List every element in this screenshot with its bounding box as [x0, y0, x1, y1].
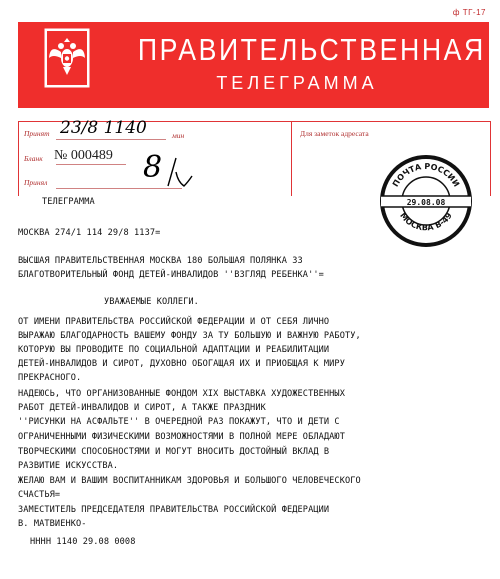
blank-label: Бланк — [24, 154, 43, 163]
message-line: КОТОРУЮ ВЫ ПРОВОДИТЕ ПО СОЦИАЛЬНОЙ АДАПТАЦИИ И РЕАБИЛИТАЦИИ — [18, 345, 330, 355]
message-line: РАБОТ ДЕТЕЙ-ИНВАЛИДОВ И СИРОТ, А ТАКЖЕ ПРАЗДНИК — [18, 403, 266, 413]
telegram-type: ТЕЛЕГРАММА — [42, 197, 95, 207]
postmark-top-text: ПОЧТА РОССИИ — [390, 161, 462, 189]
blank-underline — [56, 164, 126, 165]
svg-text:МОСКВА В-49 — [398, 211, 454, 233]
received-label: Принят — [24, 129, 50, 138]
received-handwritten: 23/8 1140 — [60, 118, 147, 138]
message-line: ''РИСУНКИ НА АСФАЛЬТЕ'' В ОЧЕРЕДНОЙ РАЗ ПОКАЖУТ, ЧТО И ДЕТИ С — [18, 417, 340, 427]
message-line: ДЕТЕЙ-ИНВАЛИДОВ И СИРОТ, ДУХОВНО ОБОГАЩАЯ ИХ И ПРИОБЩАЯ К МИРУ — [18, 359, 345, 369]
signature-name-line: В. МАТВИЕНКО- — [18, 519, 87, 529]
blank-number: № 000489 — [54, 148, 113, 163]
telegram-title: ПРАВИТЕЛЬСТВЕННАЯ — [137, 32, 486, 67]
accepted-handwritten: 8 — [143, 150, 163, 185]
message-line: ПРЕКРАСНОГО. — [18, 373, 82, 383]
telegram-service-line: МОСКВА 274/1 114 29/8 1137= — [18, 228, 161, 238]
telegram-footer: НННН 1140 29.08 0008 — [30, 537, 136, 547]
message-line: СЧАСТЬЯ= — [18, 490, 61, 500]
message-line: ОГРАНИЧЕННЫМИ ФИЗИЧЕСКИМИ ВОЗМОЖНОСТЯМИ В ПОЛНОЙ МЕРЕ ОБЛАДАЮТ — [18, 432, 345, 442]
postmark-stamp-icon — [377, 152, 475, 250]
form-code: ф ТГ-17 — [452, 8, 486, 17]
message-line: ВЫРАЖАЮ БЛАГОДАРНОСТЬ ВАШЕМУ ФОНДУ ЗА ТУ БОЛЬШУЮ И ВАЖНУЮ РАБОТУ, — [18, 331, 361, 341]
accepted-underline — [56, 188, 182, 189]
address-line-1: ВЫСШАЯ ПРАВИТЕЛЬСТВЕННАЯ МОСКВА 180 БОЛЬШАЯ ПОЛЯНКА 33 — [18, 256, 303, 266]
notes-label: Для заметок адресата — [300, 129, 369, 138]
message-line: ТВОРЧЕСКИМИ СПОСОБНОСТЯМИ И МОГУТ ВНОСИТЬ ДОСТОЙНЫЙ ВКЛАД В — [18, 447, 330, 457]
message-line: ЖЕЛАЮ ВАМ И ВАШИМ ВОСПИТАННИКАМ ЗДОРОВЬЯ И БОЛЬШОГО ЧЕЛОВЕЧЕСКОГО — [18, 476, 361, 486]
telegram-subtitle: ТЕЛЕГРАММА — [216, 73, 378, 93]
postmark-bottom-text: МОСКВА В-49 — [398, 211, 454, 233]
coat-of-arms-icon — [44, 28, 90, 88]
message-line: РАЗВИТИЕ ИСКУССТВА. — [18, 461, 119, 471]
postmark-date: 29.08.08 — [406, 198, 446, 207]
form-divider — [291, 122, 292, 196]
received-underline — [56, 139, 166, 140]
accepted-label: Принял — [24, 178, 48, 187]
signature-icon — [164, 152, 194, 188]
greeting: УВАЖАЕМЫЕ КОЛЛЕГИ. — [104, 297, 199, 307]
signature-title-line: ЗАМЕСТИТЕЛЬ ПРЕДСЕДАТЕЛЯ ПРАВИТЕЛЬСТВА РОССИЙСКОЙ ФЕДЕРАЦИИ — [18, 505, 330, 515]
message-line: НАДЕЮСЬ, ЧТО ОРГАНИЗОВАННЫЕ ФОНДОМ XIX ВЫСТАВКА ХУДОЖЕСТВЕННЫХ — [18, 389, 345, 399]
address-line-2: БЛАГОТВОРИТЕЛЬНЫЙ ФОНД ДЕТЕЙ-ИНВАЛИДОВ ''ВЗГЛЯД РЕБЕНКА''= — [18, 270, 324, 280]
min-label: мин — [172, 131, 185, 140]
message-line: ОТ ИМЕНИ ПРАВИТЕЛЬСТВА РОССИЙСКОЙ ФЕДЕРАЦИИ И ОТ СЕБЯ ЛИЧНО — [18, 317, 330, 327]
